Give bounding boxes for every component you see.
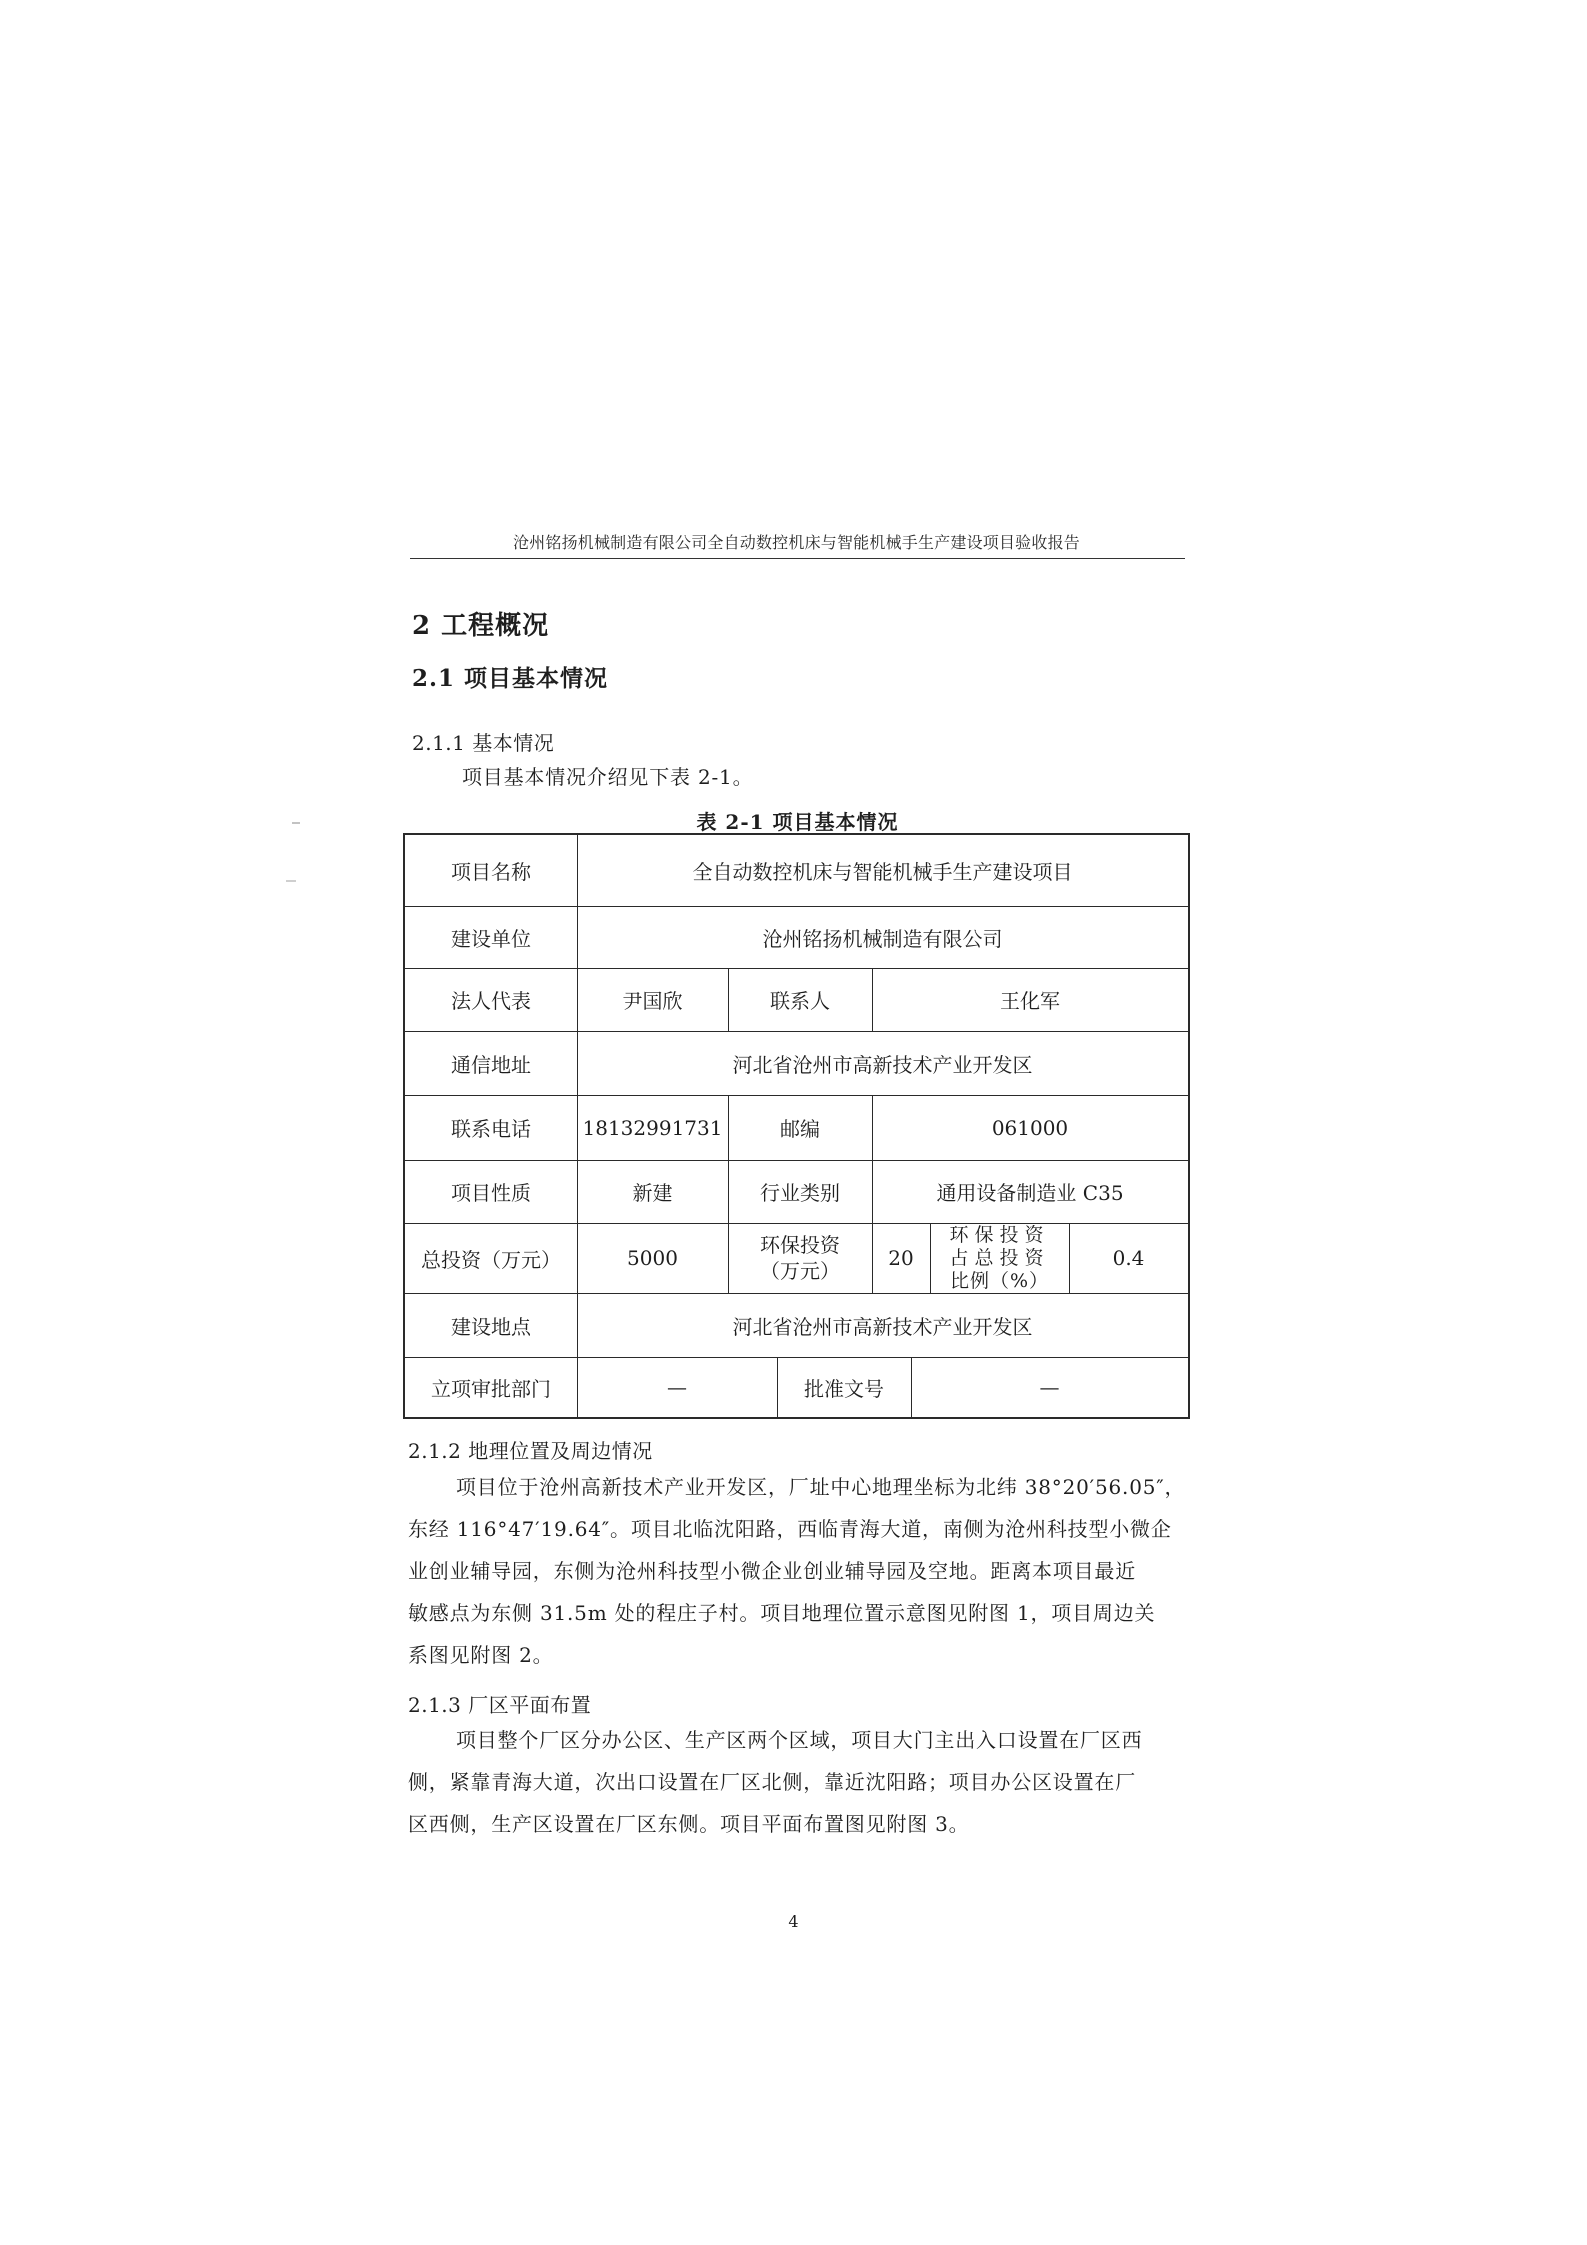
label-approval-no: 批准文号 [804, 1376, 884, 1401]
value-approval-dept: — [667, 1375, 687, 1399]
value-phone: 18132991731 [582, 1115, 723, 1140]
table-intro-paragraph: 项目基本情况介绍见下表 2-1。 [462, 765, 754, 789]
location-line: 敏感点为东侧 31.5m 处的程庄子村。项目地理位置示意图见附图 1，项目周边关 [408, 1601, 1156, 1625]
label-approval-dept: 立项审批部门 [431, 1376, 551, 1401]
label-env-ratio [930, 1223, 1069, 1293]
label-nature: 项目性质 [451, 1181, 531, 1205]
label-env-invest [728, 1223, 872, 1293]
label-env-ratio-line2: 占总投资 [949, 1246, 1050, 1269]
label-postcode: 邮编 [780, 1117, 820, 1141]
label-address: 通信地址 [451, 1052, 531, 1077]
scan-mark [292, 822, 300, 824]
value-project-name: 全自动数控机床与智能机械手生产建设项目 [692, 860, 1073, 884]
value-contact: 王化军 [1000, 989, 1060, 1013]
label-contact: 联系人 [770, 989, 830, 1013]
section-heading: 2.1 项目基本情况 [412, 665, 609, 692]
page-number: 4 [788, 1912, 799, 1931]
subsection-heading-2-1-2: 2.1.2 地理位置及周边情况 [408, 1439, 653, 1463]
label-env-invest-line1: 环保投资 [760, 1233, 840, 1257]
label-env-ratio-line1: 环保投资 [949, 1223, 1050, 1246]
running-header: 沧州铭扬机械制造有限公司全自动数控机床与智能机械手生产建设项目验收报告 [512, 533, 1080, 552]
value-total-invest: 5000 [627, 1246, 678, 1270]
location-line: 东经 116°47′19.64″。项目北临沈阳路，西临青海大道，南侧为沧州科技型小微企 [408, 1517, 1172, 1541]
label-env-ratio-line3: 比例（%） [949, 1269, 1050, 1292]
value-env-ratio: 0.4 [1112, 1246, 1145, 1270]
layout-line: 区西侧，生产区设置在厂区东侧。项目平面布置图见附图 3。 [408, 1812, 970, 1836]
layout-line: 侧，紧靠青海大道，次出口设置在厂区北侧，靠近沈阳路；项目办公区设置在厂 [408, 1770, 1136, 1794]
label-site: 建设地点 [451, 1314, 531, 1339]
label-project-name: 项目名称 [451, 860, 531, 884]
value-env-invest: 20 [888, 1246, 914, 1270]
chapter-heading: 2 工程概况 [412, 611, 550, 641]
location-line: 项目位于沧州高新技术产业开发区，厂址中心地理坐标为北纬 38°20′56.05″， [456, 1475, 1186, 1499]
project-info-table [403, 833, 1190, 1419]
value-legal-rep: 尹国欣 [622, 989, 683, 1013]
label-industry: 行业类别 [760, 1181, 840, 1205]
location-paragraph [408, 1466, 1198, 1676]
value-address: 河北省沧州市高新技术产业开发区 [732, 1052, 1033, 1077]
value-industry: 通用设备制造业 C35 [936, 1181, 1124, 1205]
table-caption: 表 2-1 项目基本情况 [696, 810, 899, 834]
subsection-heading-2-1-3: 2.1.3 厂区平面布置 [408, 1693, 592, 1717]
value-approval-no: — [1039, 1375, 1060, 1399]
label-phone: 联系电话 [451, 1117, 531, 1141]
label-total-invest: 总投资（万元） [421, 1247, 561, 1272]
value-builder: 沧州铭扬机械制造有限公司 [762, 926, 1003, 951]
subsection-heading-2-1-1: 2.1.1 基本情况 [412, 731, 555, 755]
layout-line: 项目整个厂区分办公区、生产区两个区域，项目大门主出入口设置在厂区西 [456, 1728, 1143, 1752]
scan-mark [286, 880, 296, 882]
value-nature: 新建 [632, 1181, 673, 1205]
label-builder: 建设单位 [451, 926, 531, 951]
label-env-invest-line2: （万元） [760, 1259, 840, 1283]
value-postcode: 061000 [991, 1115, 1069, 1140]
layout-paragraph [408, 1719, 1198, 1845]
value-site: 河北省沧州市高新技术产业开发区 [732, 1314, 1033, 1339]
header-rule [410, 558, 1185, 559]
location-line: 系图见附图 2。 [408, 1643, 554, 1667]
location-line: 业创业辅导园，东侧为沧州科技型小微企业创业辅导园及空地。距离本项目最近 [408, 1559, 1136, 1583]
label-legal-rep: 法人代表 [451, 989, 531, 1013]
